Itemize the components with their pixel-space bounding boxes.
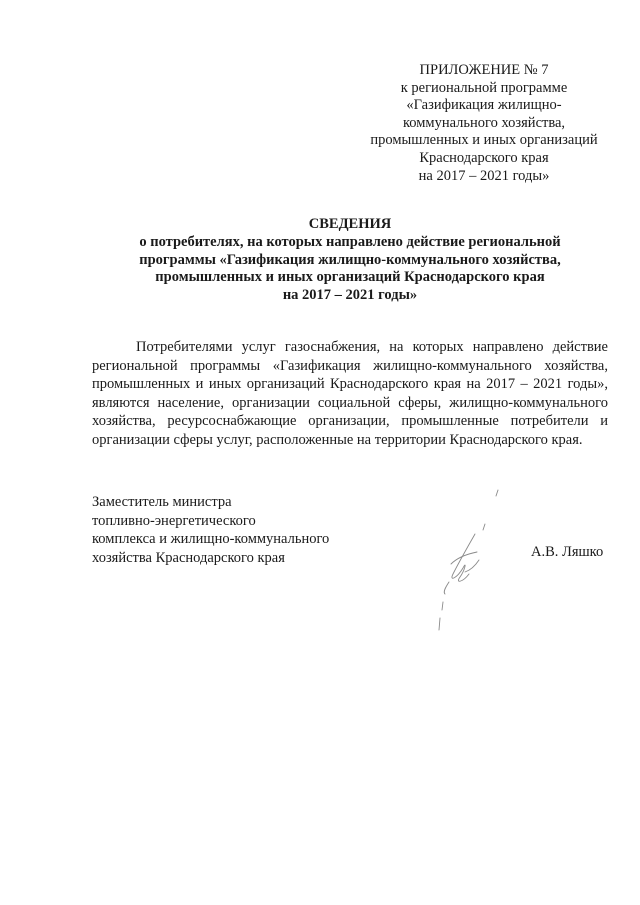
body-paragraph: Потребителями услуг газоснабжения, на которых направлено действие региональной программы «Газификация жилищно-коммунального хозяйства, промышленных и иных организаций Краснодарского края на 2017 – 2021 годы», являются население, организации социальной сферы, жилищно-коммунального хозяйства, ресурсоснабжающие организации, промышленные потребители и организации сферы услуг, расположенные на территории Краснодарского края. — [92, 339, 608, 448]
handwritten-signature — [405, 478, 515, 638]
signatory-name: А.В. Ляшко — [531, 544, 604, 560]
title-heading: СВЕДЕНИЯ — [308, 216, 392, 232]
appendix-line: коммунального хозяйства, — [402, 114, 566, 131]
title-line: программы «Газификация жилищно-коммунального хозяйства, — [139, 251, 561, 268]
position-line: Заместитель министра — [92, 494, 232, 510]
appendix-line: к региональной программе — [400, 79, 568, 96]
title-line: на 2017 – 2021 годы» — [282, 287, 418, 304]
position-line: хозяйства Краснодарского края — [92, 549, 285, 566]
title-line: о потребителях, на которых направлено действие региональной — [139, 233, 561, 250]
document-title — [80, 216, 620, 305]
signatory-position — [92, 493, 392, 567]
appendix-line: на 2017 – 2021 годы» — [418, 167, 550, 184]
title-line: промышленных и иных организаций Краснодарского края — [155, 269, 545, 286]
position-line: топливно-энергетического — [92, 512, 256, 529]
appendix-line: промышленных и иных организаций — [370, 132, 598, 149]
appendix-header — [360, 62, 608, 185]
appendix-number: ПРИЛОЖЕНИЕ № 7 — [419, 62, 549, 78]
appendix-line: Краснодарского края — [419, 149, 549, 166]
position-line: комплекса и жилищно-коммунального — [92, 531, 330, 548]
appendix-line: «Газификация жилищно- — [406, 97, 562, 114]
